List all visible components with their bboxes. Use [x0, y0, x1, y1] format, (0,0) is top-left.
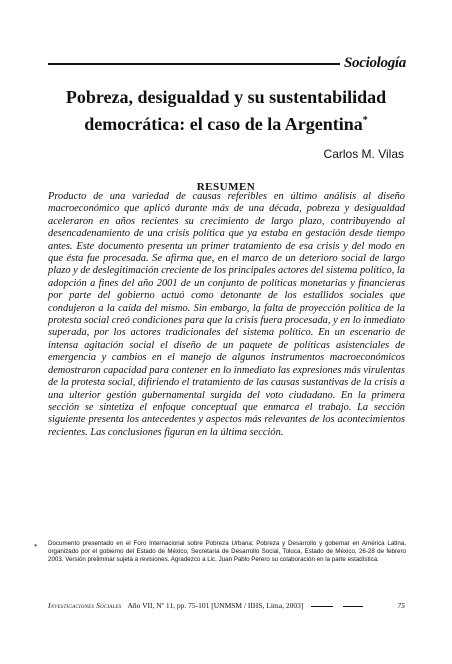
footer-rule-right: [343, 606, 363, 607]
page-footer: [48, 601, 405, 613]
journal-name: Investigaciones Sociales: [48, 601, 122, 610]
header-rule: [48, 63, 340, 65]
footnote-text: Documento presentado en el Foro Internacional sobre Pobreza Urbana: Pobreza y Desarrollo y gobernar en América Latina, organizado por el gobierno del Estado de México, Secretaría de Desarrollo Social, Toluca, Estado de México, 26-28 de febrero 2003. Versión preliminar sujeta a revisiones. Agradezco a Lic. Juan Pablo Perero su colaboración en la parte estadística.: [48, 540, 406, 564]
abstract-text: Producto de una variedad de causas referibles en último análisis al diseño macroeconómico que aplicó durante más de una década, pobreza y desigualdad aceleraron en años recientes su crecimiento de largo plazo, contribuyendo al desencadenamiento de una crisis política que ya estaba en gestación desde tiempo antes. Este documento presenta un primer tratamiento de esa crisis y del modo en que ésta fue procesada. Se afirma que, en el marco de un deterioro social de largo plazo y de deslegitimación creciente de los principales actores del sistema político, la adopción a fines del año 2001 de un conjunto de políticas monetarias y financieras por parte del gobierno actuó como detonante de los estallidos sociales que condujeron a la caída del mismo. Sin embargo, la falta de proyección política de la protesta social creó condiciones para que la crisis fuera procesada, y en lo inmediato superada, por los actores tradicionales del sistema político. En un escenario de intensa agitación social el diseño de un paquete de políticas asistenciales de emergencia y cambios en el manejo de algunos instrumentos macroeconómicos demostraron capacidad para contener en lo inmediato las expresiones más virulentas de la protesta social, difiriendo el tratamiento de las causas sustantivas de la crisis a una ulterior gestión gubernamental surgida del voto ciudadano. En la primera sección se sintetiza el enfoque conceptual que enmarca el trabajo. La sección siguiente presenta los antecedentes y aspectos más relevantes de los acontecimientos recientes. Las conclusiones figuran en la última sección.: [48, 191, 405, 438]
issue-citation: Año VII, Nº 11, pp. 75-101 [UNMSM / IIHS, Lima, 2003]: [127, 601, 304, 610]
abstract-heading: RESUMEN: [196, 181, 256, 193]
section-label: Sociología: [343, 55, 406, 71]
article-title-text: Pobreza, desigualdad y su sustentabilidad democrática: el caso de la Argentina: [65, 87, 387, 134]
author-name: Carlos M. Vilas: [323, 147, 404, 161]
footnote-mark: *: [34, 543, 38, 551]
page-number: 75: [397, 601, 405, 610]
footer-rule-left: [311, 606, 333, 607]
title-footnote-mark: *: [362, 115, 368, 126]
article-title: [40, 86, 412, 136]
